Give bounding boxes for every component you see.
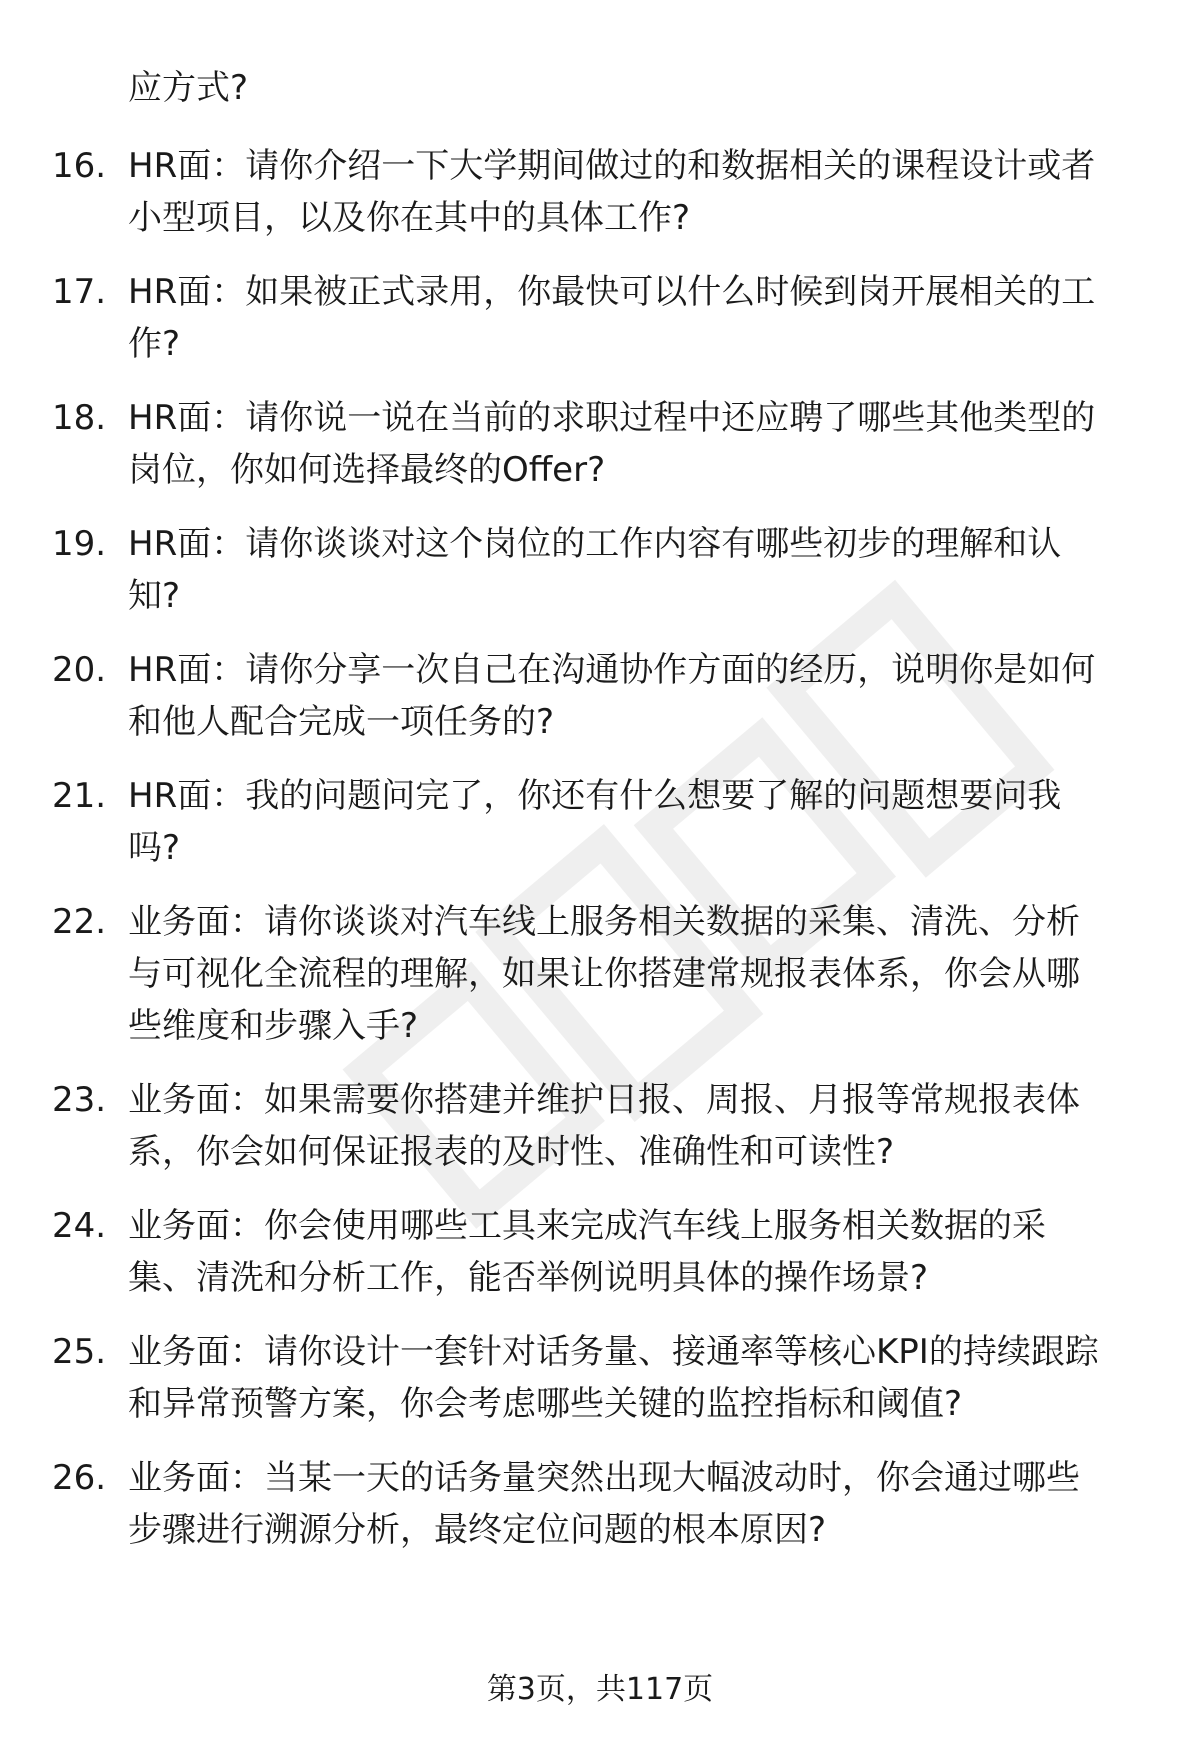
list-item bbox=[0, 1452, 1200, 1556]
list-item bbox=[0, 266, 1200, 370]
list-item bbox=[0, 644, 1200, 748]
list-item bbox=[0, 140, 1200, 244]
list-item bbox=[0, 1326, 1200, 1430]
list-item bbox=[0, 896, 1200, 1052]
question-number: 22. bbox=[52, 902, 107, 942]
page-footer: 第3页，共117页 bbox=[486, 1672, 714, 1707]
question-number: 20. bbox=[52, 650, 107, 690]
list-item bbox=[0, 1074, 1200, 1178]
question-number: 26. bbox=[52, 1458, 107, 1498]
list-item bbox=[0, 770, 1200, 874]
question-number: 23. bbox=[52, 1080, 107, 1120]
question-number: 24. bbox=[52, 1206, 107, 1246]
question-list bbox=[0, 140, 1200, 1578]
list-item bbox=[0, 518, 1200, 622]
list-item bbox=[0, 392, 1200, 496]
question-text: HR面：请你分享一次自己在沟通协作方面的经历，说明你是如何 和他人配合完成一项任务的? bbox=[128, 650, 1096, 742]
question-text: 业务面：请你谈谈对汽车线上服务相关数据的采集、清洗、分析 与可视化全流程的理解，如果让你搭建常规报表体系，你会从哪 些维度和步骤入手? bbox=[128, 902, 1080, 1046]
list-item bbox=[0, 1200, 1200, 1304]
question-text: HR面：请你介绍一下大学期间做过的和数据相关的课程设计或者 小型项目，以及你在其中的具体工作? bbox=[128, 146, 1096, 238]
question-text: 业务面：请你设计一套针对话务量、接通率等核心KPI的持续跟踪 和异常预警方案，你会考虑哪些关键的监控指标和阈值? bbox=[128, 1332, 1099, 1424]
question-number: 16. bbox=[52, 146, 107, 186]
question-text: HR面：我的问题问完了，你还有什么想要了解的问题想要问我 吗? bbox=[128, 776, 1062, 868]
question-text: 业务面：你会使用哪些工具来完成汽车线上服务相关数据的采 集、清洗和分析工作，能否举例说明具体的操作场景? bbox=[128, 1206, 1046, 1298]
question-text: HR面：请你说一说在当前的求职过程中还应聘了哪些其他类型的 岗位，你如何选择最终的Offer? bbox=[128, 398, 1096, 490]
continuation-text: 应方式? bbox=[128, 68, 249, 108]
question-text: 业务面：当某一天的话务量突然出现大幅波动时，你会通过哪些 步骤进行溯源分析，最终定位问题的根本原因? bbox=[128, 1458, 1080, 1550]
question-number: 21. bbox=[52, 776, 107, 816]
question-number: 25. bbox=[52, 1332, 107, 1372]
question-text: HR面：请你谈谈对这个岗位的工作内容有哪些初步的理解和认 知? bbox=[128, 524, 1062, 616]
question-text: 业务面：如果需要你搭建并维护日报、周报、月报等常规报表体 系，你会如何保证报表的及时性、准确性和可读性? bbox=[128, 1080, 1080, 1172]
question-number: 17. bbox=[52, 272, 107, 312]
question-number: 18. bbox=[52, 398, 107, 438]
question-number: 19. bbox=[52, 524, 107, 564]
question-text: HR面：如果被正式录用，你最快可以什么时候到岗开展相关的工 作? bbox=[128, 272, 1096, 364]
